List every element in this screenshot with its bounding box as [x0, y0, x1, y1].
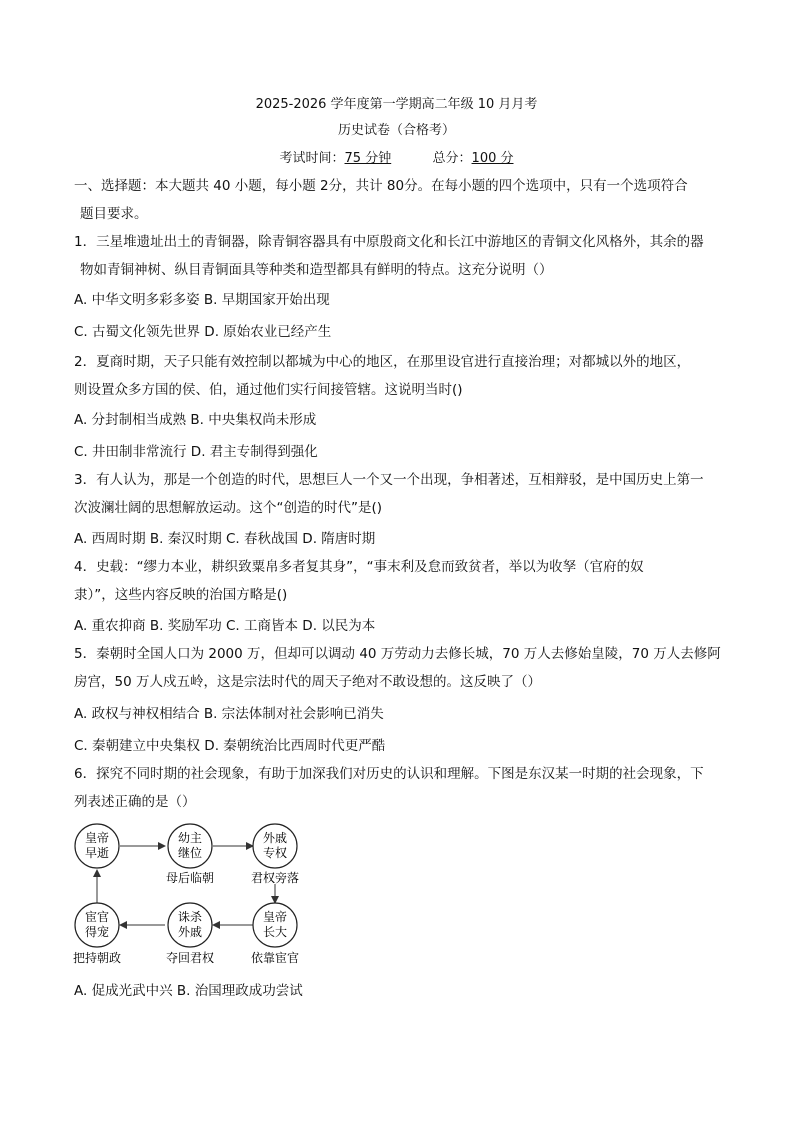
question-5-options-a: A. 政权与神权相结合 B. 宗法体制对社会影响已消失: [74, 706, 384, 722]
node-4-caption: 依靠宦官: [250, 951, 300, 965]
node-5-line1: 诛杀: [177, 910, 203, 924]
question-3-stem: 3．有人认为，那是一个创造的时代，思想巨人一个又一个出现，争相著述，互相辩驳，是中国历史上第一: [74, 472, 704, 488]
exam-meta: [0, 150, 793, 168]
node-6-caption: 把持朝政: [72, 951, 122, 965]
question-5-stem-cont: 房宫，50 万人戍五岭，这是宗法时代的周天子绝对不敢设想的。这反映了（）: [74, 674, 541, 690]
node-4-line2: 长大: [262, 925, 288, 939]
question-1-options-a: A. 中华文明多彩多姿 B. 早期国家开始出现: [74, 292, 330, 308]
question-1-stem-cont: 物如青铜神树、纵目青铜面具等种类和造型都具有鲜明的特点。这充分说明（）: [80, 262, 553, 278]
time-label: 考试时间：: [279, 151, 345, 166]
node-3-caption: 君权旁落: [250, 871, 300, 885]
question-1-options-b: C. 古蜀文化领先世界 D. 原始农业已经产生: [74, 324, 332, 340]
question-3-options: A. 西周时期 B. 秦汉时期 C. 春秋战国 D. 隋唐时期: [74, 531, 376, 547]
question-6-stem: 6．探究不同时期的社会现象，有助于加深我们对历史的认识和理解。下图是东汉某一时期的社会现象，下: [74, 766, 704, 782]
question-2-options-a: A. 分封制相当成熟 B. 中央集权尚未形成: [74, 412, 317, 428]
question-2-stem: 2．夏商时期，天子只能有效控制以都城为中心的地区，在那里设官进行直接治理；对都城以外的地区，: [74, 354, 691, 370]
node-6-line2: 得宠: [84, 925, 110, 939]
node-2-caption: 母后临朝: [165, 871, 215, 885]
score-value: 100 分: [471, 151, 514, 166]
node-2-line1: 幼主: [177, 831, 203, 845]
node-3-line2: 专权: [262, 846, 288, 860]
node-2-line2: 继位: [177, 846, 203, 860]
question-5-options-b: C. 秦朝建立中央集权 D. 秦朝统治比西周时代更严酷: [74, 738, 386, 754]
question-3-stem-cont: 次波澜壮阔的思想解放运动。这个“创造的时代”是(): [74, 500, 383, 516]
exam-title: 2025-2026 学年度第一学期高二年级 10 月月考: [255, 97, 538, 112]
question-5-stem: 5．秦朝时全国人口为 2000 万，但却可以调动 40 万劳动力去修长城，70 万人去修始皇陵，70 万人去修阿: [74, 646, 721, 662]
node-4-line1: 皇帝: [262, 910, 288, 924]
section-instructions: 一、选择题：本大题共 40 小题，每小题 2分，共计 80分。在每小题的四个选项中，只有一个选项符合: [74, 178, 688, 194]
question-2-options-b: C. 井田制非常流行 D. 君主专制得到强化: [74, 444, 318, 460]
question-2-stem-cont: 则设置众多方国的侯、伯，通过他们实行间接管辖。这说明当时(): [74, 382, 463, 398]
question-1-stem: 1．三星堆遗址出土的青铜器，除青铜容器具有中原殷商文化和长江中游地区的青铜文化风格外，其余的器: [74, 234, 704, 250]
section-instructions-cont: 题目要求。: [80, 206, 148, 222]
node-1-line1: 皇帝: [84, 831, 110, 845]
question-6-stem-cont: 列表述正确的是（）: [74, 794, 196, 810]
time-value: 75 分钟: [344, 151, 392, 166]
node-5-line2: 外戚: [177, 925, 203, 939]
score-label: 总分：: [432, 151, 472, 166]
question-4-stem: 4．史载：“缪力本业，耕织致粟帛多者复其身”，“事末利及怠而致贫者，举以为收孥（官府的奴: [74, 559, 644, 575]
node-5-caption: 夺回君权: [165, 951, 215, 965]
node-6-line1: 宦官: [84, 910, 110, 924]
node-3-line1: 外戚: [262, 831, 288, 845]
eastern-han-cycle-diagram: [60, 812, 320, 972]
question-4-options: A. 重农抑商 B. 奖励军功 C. 工商皆本 D. 以民为本: [74, 618, 376, 634]
question-6-options: A. 促成光武中兴 B. 治国理政成功尝试: [74, 983, 303, 999]
question-4-stem-cont: 隶）”，这些内容反映的治国方略是(): [74, 587, 288, 603]
exam-subtitle: 历史试卷（合格考）: [337, 123, 455, 138]
node-1-line2: 早逝: [84, 846, 110, 860]
